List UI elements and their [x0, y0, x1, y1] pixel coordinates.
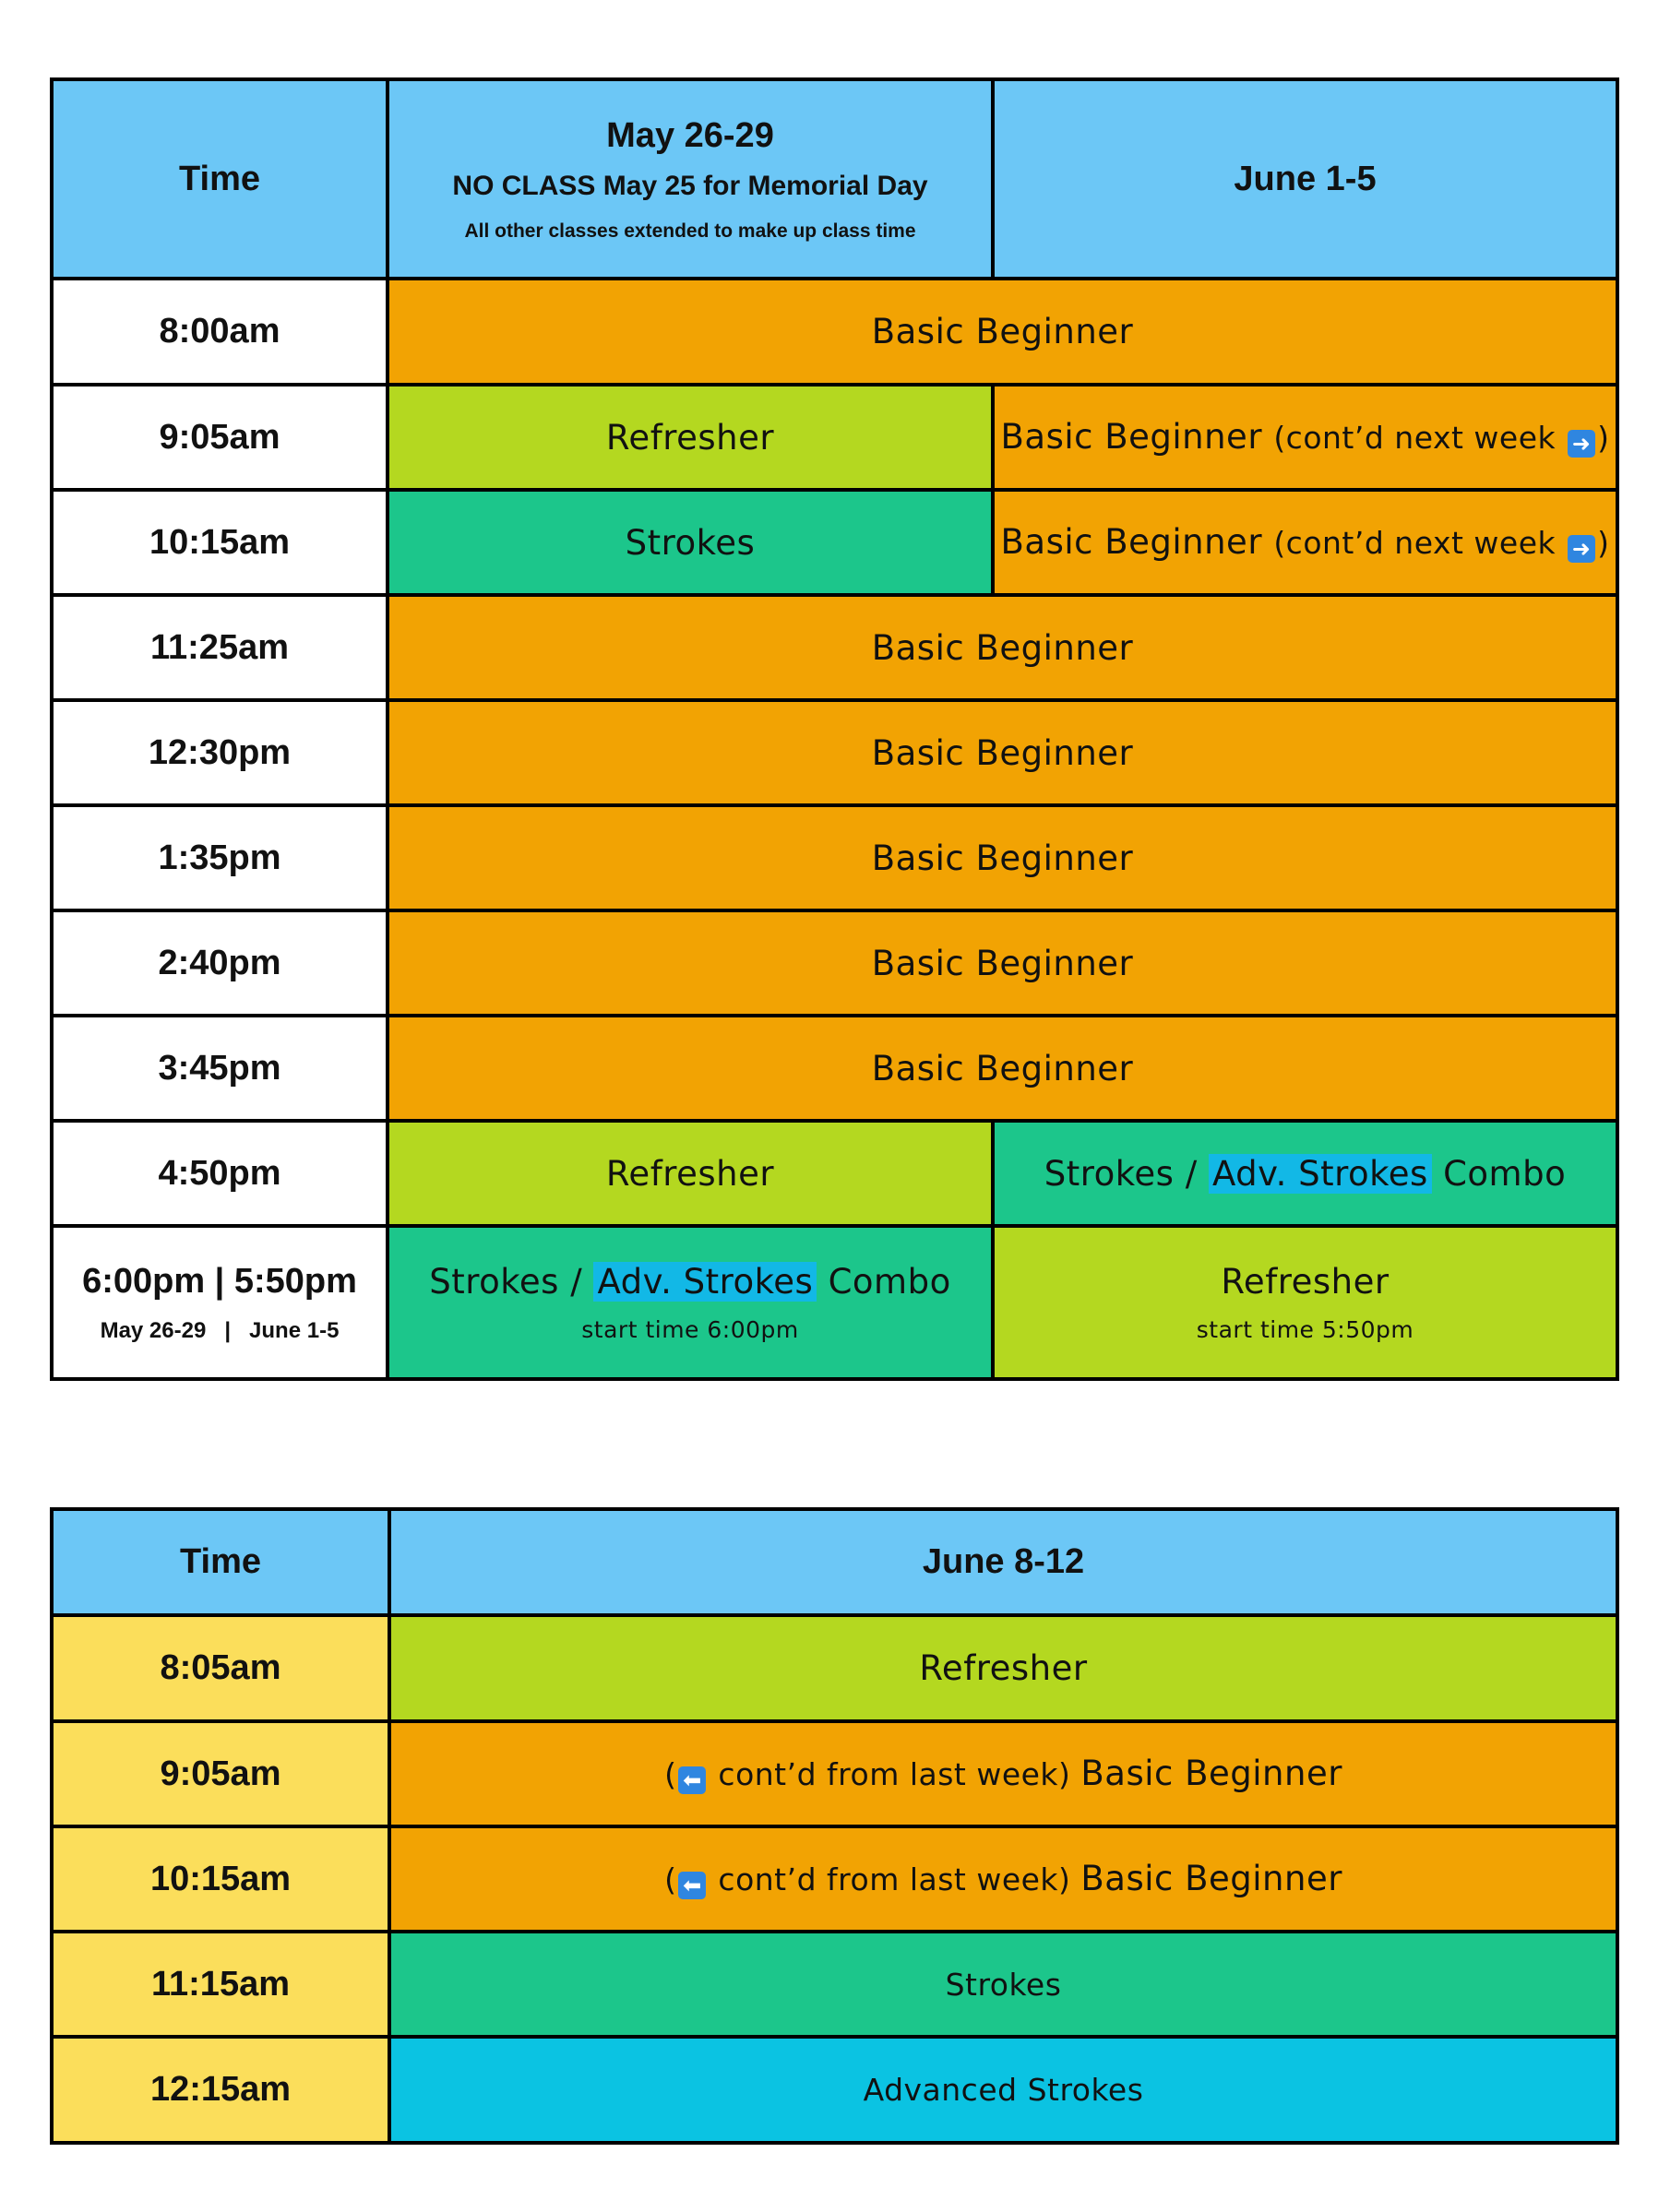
combo-part-b: Combo	[817, 1262, 951, 1302]
combo-part-a: Strokes /	[1044, 1153, 1209, 1194]
class-basic-beginner-continued	[993, 490, 1617, 595]
time-cell: 4:50pm	[52, 1121, 388, 1226]
time-cell: 12:30pm	[52, 700, 388, 805]
continued-note: cont’d from last week)	[708, 1756, 1081, 1792]
table-header-row	[52, 79, 1617, 279]
class-basic-beginner: Basic Beginner	[388, 805, 1617, 910]
class-strokes-adv-combo	[388, 1226, 993, 1379]
week-header-june-1-5	[993, 79, 1617, 279]
table-row	[52, 910, 1617, 1016]
table-row	[52, 279, 1617, 385]
holiday-note: NO CLASS May 25 for Memorial Day	[452, 170, 928, 201]
combo-part-a: Strokes /	[429, 1262, 594, 1302]
class-name: Basic Beginner	[1000, 522, 1263, 562]
table-row	[52, 1615, 1617, 1721]
table-row	[52, 1016, 1617, 1121]
adv-strokes-highlight: Adv. Strokes	[593, 1262, 817, 1302]
time-cell-split	[52, 1226, 388, 1379]
schedule-table-june-8-12	[50, 1507, 1619, 2145]
table-row	[52, 805, 1617, 910]
class-name: Basic Beginner	[1080, 1754, 1342, 1793]
class-basic-beginner: Basic Beginner	[388, 910, 1617, 1016]
class-strokes: Strokes	[389, 1932, 1617, 2037]
right-arrow-icon: ➜	[1568, 535, 1595, 563]
time-cell: 2:40pm	[52, 910, 388, 1016]
start-time-note: start time 6:00pm	[581, 1316, 799, 1343]
class-name: Basic Beginner	[1080, 1859, 1342, 1898]
table-row	[52, 1826, 1617, 1932]
table-row	[52, 385, 1617, 490]
time-cell: 1:35pm	[52, 805, 388, 910]
combo-part-b: Combo	[1431, 1153, 1567, 1194]
table-row	[52, 1721, 1617, 1826]
time-cell: 8:00am	[52, 279, 388, 385]
table-row	[52, 2037, 1617, 2143]
time-cell: 12:15am	[52, 2037, 389, 2143]
time-value: 6:00pm | 5:50pm	[82, 1261, 357, 1301]
left-arrow-icon: ⬅	[678, 1766, 706, 1794]
class-refresher: Refresher	[388, 1121, 993, 1226]
time-column-header: Time	[52, 79, 388, 279]
holiday-subnote: All other classes extended to make up class time	[464, 220, 916, 242]
week-header-june-8-12	[389, 1509, 1617, 1615]
time-cell: 3:45pm	[52, 1016, 388, 1121]
class-name: Basic Beginner	[1000, 417, 1263, 457]
time-cell: 10:15am	[52, 1826, 389, 1932]
class-basic-beginner-continued	[389, 1826, 1617, 1932]
class-basic-beginner: Basic Beginner	[388, 1016, 1617, 1121]
time-dates: May 26-29 | June 1-5	[100, 1317, 340, 1343]
adv-strokes-highlight: Adv. Strokes	[1209, 1154, 1432, 1194]
class-refresher: Refresher	[389, 1615, 1617, 1721]
class-refresher: Refresher	[388, 385, 993, 490]
time-cell: 10:15am	[52, 490, 388, 595]
class-basic-beginner-continued	[389, 1721, 1617, 1826]
time-cell: 9:05am	[52, 1721, 389, 1826]
class-basic-beginner: Basic Beginner	[388, 700, 1617, 805]
schedule-table-may-june	[50, 77, 1619, 1381]
continued-note-open: (	[664, 1756, 677, 1792]
class-strokes: Strokes	[388, 490, 993, 595]
time-column-header: Time	[52, 1509, 389, 1615]
table-row	[52, 1226, 1617, 1379]
time-cell: 9:05am	[52, 385, 388, 490]
table-row	[52, 1932, 1617, 2037]
week-title: June 1-5	[1234, 159, 1377, 198]
week-header-may-26-29	[388, 79, 993, 279]
table-row	[52, 595, 1617, 700]
class-advanced-strokes: Advanced Strokes	[389, 2037, 1617, 2143]
right-arrow-icon: ➜	[1568, 430, 1595, 458]
class-basic-beginner: Basic Beginner	[388, 279, 1617, 385]
time-cell: 11:15am	[52, 1932, 389, 2037]
table-row	[52, 700, 1617, 805]
table-row	[52, 1121, 1617, 1226]
continued-note: cont’d from last week)	[708, 1861, 1081, 1897]
time-cell: 11:25am	[52, 595, 388, 700]
class-basic-beginner-continued	[993, 385, 1617, 490]
class-refresher	[993, 1226, 1617, 1379]
continued-note-open: (	[664, 1861, 677, 1897]
table-row	[52, 490, 1617, 595]
class-strokes-adv-combo	[993, 1121, 1617, 1226]
continued-note-close: )	[1597, 420, 1610, 456]
start-time-note: start time 5:50pm	[1196, 1316, 1414, 1343]
continued-note: (cont’d next week	[1273, 420, 1567, 456]
left-arrow-icon: ⬅	[678, 1872, 706, 1899]
class-name: Refresher	[1221, 1262, 1390, 1302]
continued-note: (cont’d next week	[1273, 525, 1567, 561]
table-header-row	[52, 1509, 1617, 1615]
class-basic-beginner: Basic Beginner	[388, 595, 1617, 700]
week-title: June 8-12	[922, 1542, 1085, 1581]
time-cell: 8:05am	[52, 1615, 389, 1721]
continued-note-close: )	[1597, 525, 1610, 561]
week-title: May 26-29	[606, 115, 774, 155]
